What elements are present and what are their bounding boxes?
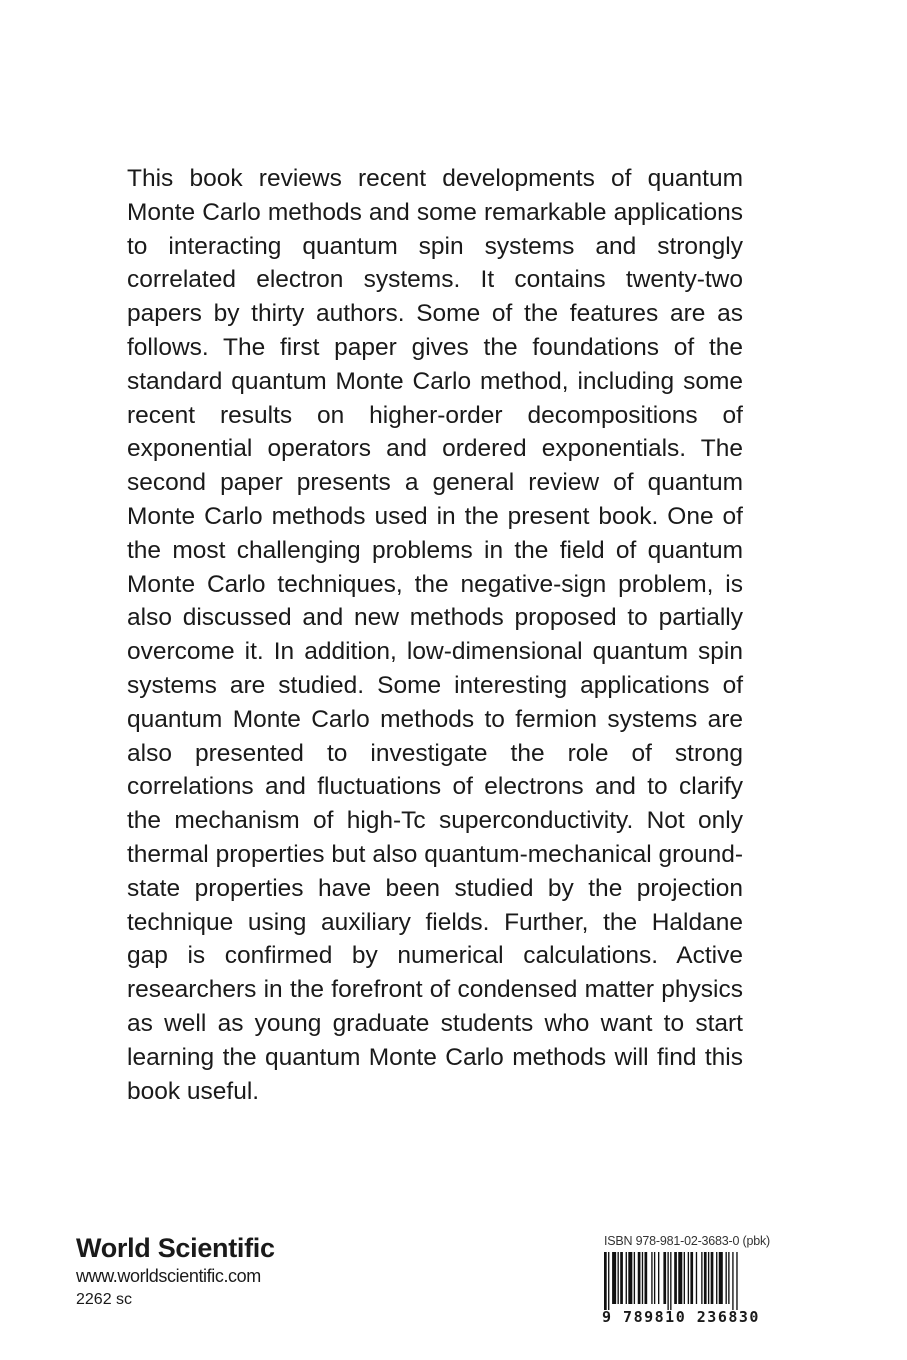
isbn-block <box>600 1234 800 1326</box>
publisher-block <box>76 1232 396 1312</box>
barcode-icon <box>600 1252 790 1310</box>
catalog-code: 2262 sc <box>76 1291 133 1308</box>
publisher-url: www.worldscientific.com <box>76 1266 261 1286</box>
barcode-digits: 9 789810 236830 <box>602 1308 760 1326</box>
isbn-label: ISBN 978-981-02-3683-0 (pbk) <box>604 1234 771 1248</box>
back-cover-blurb: This book reviews recent developments of quantum Monte Carlo methods and some remarkable applications to interacting quantum spin systems and strongly correlated electron systems. It contains twenty-two papers by thirty authors. Some of the features are as follows. The first paper gives the foundations of the standard quantum Monte Carlo method, including some recent results on higher-order decompositions of exponential operators and ordered exponentials. The second paper presents a general review of quantum Monte Carlo methods used in the present book. One of the most challenging problems in the field of quantum Monte Carlo techniques, the negative-sign problem, is also discussed and new methods proposed to partially overcome it. In addition, low-dimensional quantum spin systems are studied. Some interesting applications of quantum Monte Carlo methods to fermion systems are also presented to investigate the role of strong correlations and fluctuations of electrons and to clarify the mechanism of high-Tc superconductivity. Not only thermal properties but also quantum-mechanical ground-state properties have been studied by the projection technique using auxiliary fields. Further, the Haldane gap is confirmed by numerical calculations. Active researchers in the forefront of condensed matter physics as well as young graduate students who want to start learning the quantum Monte Carlo methods will find this book useful. <box>127 165 743 1105</box>
publisher-name: World Scientific <box>76 1233 275 1263</box>
